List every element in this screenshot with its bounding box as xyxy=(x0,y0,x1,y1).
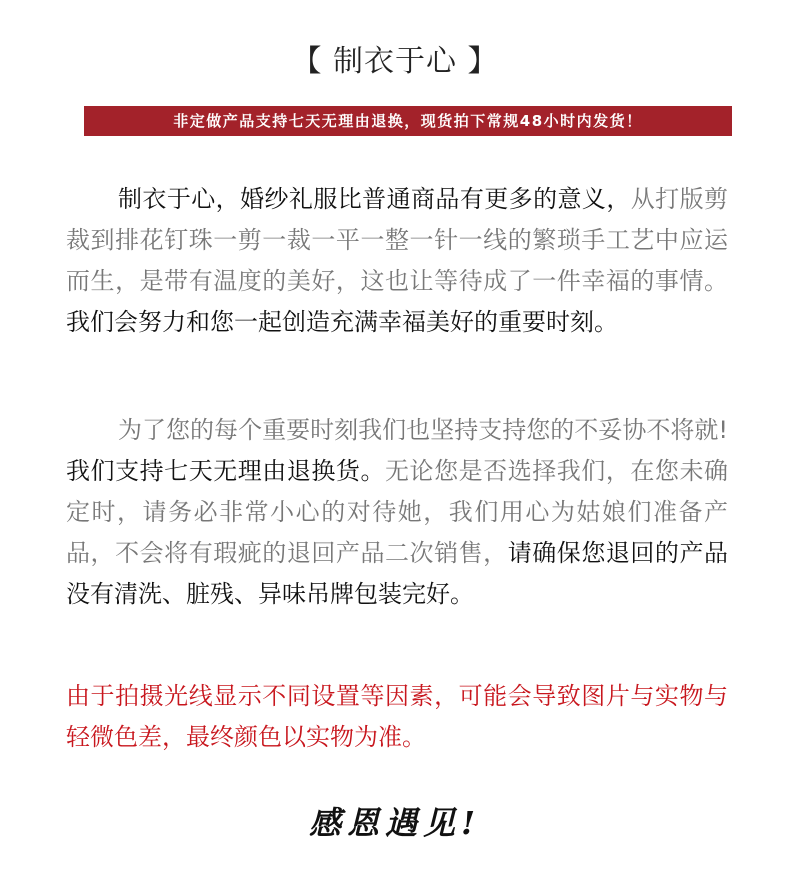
page-title: 【 制衣于心 】 xyxy=(291,44,499,79)
return-text-4: 请确保您退回的产品没有清洗、脏残、异味吊牌包装完好。 xyxy=(66,539,729,608)
return-text-2: 我们支持七天无理由退换货。 xyxy=(66,457,385,485)
color-disclaimer: 由于拍摄光线显示不同设置等因素，可能会导致图片与实物与轻微色差，最终颜色以实物为准。 xyxy=(66,682,728,751)
thanks-calligraphy: 感恩遇见! xyxy=(308,804,482,842)
return-policy-banner: 非定做产品支持七天无理由退换，现货拍下常规48小时内发货！ xyxy=(84,106,732,136)
intro-text-3: 我们会努力和您一起创造充满幸福美好的重要时刻。 xyxy=(66,308,618,336)
intro-text-2: 从打版剪裁到排花钉珠一剪一裁一平一整一针一线的繁琐手工艺中应运而生，是带有温度的美好，这也让等待成了一件幸福的事情。 xyxy=(66,185,728,295)
intro-paragraph xyxy=(66,179,728,343)
return-text-3: 无论您是否选择我们，在您未确定时，请务必非常小心的对待她，我们用心为姑娘们准备产品，不会将有瑕疵的退回产品二次销售， xyxy=(66,457,728,567)
return-text-1: 为了您的每个重要时刻我们也坚持支持您的不妥协不将就! xyxy=(118,416,728,444)
return-paragraph xyxy=(66,410,728,615)
intro-text-1: 制衣于心，婚纱礼服比普通商品有更多的意义， xyxy=(118,185,631,213)
